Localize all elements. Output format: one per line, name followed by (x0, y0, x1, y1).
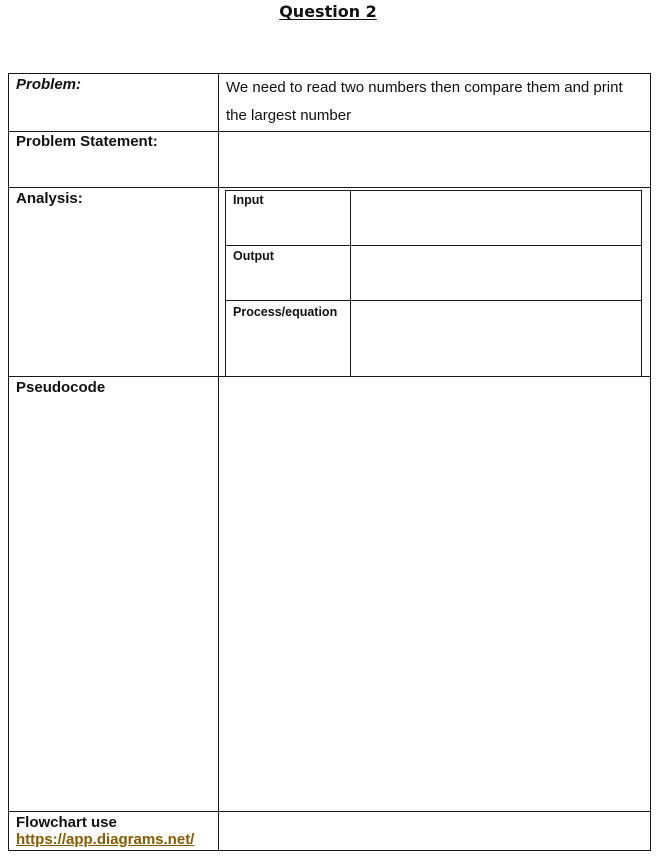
pseudocode-label: Pseudocode (16, 379, 106, 396)
analysis-process-field[interactable] (352, 302, 640, 375)
problem-label: Problem: (16, 76, 82, 93)
analysis-border-right (641, 190, 642, 377)
analysis-border-left (225, 190, 226, 377)
pseudocode-field[interactable] (220, 378, 649, 810)
problem-statement-field[interactable] (220, 133, 649, 186)
analysis-output-label: Output (233, 249, 274, 263)
table-border-left (8, 73, 9, 851)
table-border-right (650, 73, 651, 851)
analysis-input-field[interactable] (352, 192, 640, 244)
analysis-process-label: Process/equation (233, 305, 338, 319)
table-border-bottom (8, 850, 651, 851)
problem-text: We need to read two numbers then compare them and print the largest number (226, 79, 623, 124)
row-divider-pseudocode (8, 811, 651, 812)
analysis-input-label: Input (233, 193, 264, 207)
row-divider-statement (8, 187, 651, 188)
flowchart-label: Flowchart use (16, 814, 117, 831)
analysis-border-top (225, 190, 642, 191)
column-divider (218, 73, 219, 851)
analysis-output-field[interactable] (352, 247, 640, 299)
row-divider-analysis (8, 376, 651, 377)
analysis-label: Analysis: (16, 190, 83, 207)
row-divider-problem (8, 131, 651, 132)
analysis-divider-output (225, 300, 642, 301)
analysis-column-divider (350, 190, 351, 377)
problem-statement-label: Problem Statement: (16, 133, 158, 150)
analysis-divider-input (225, 245, 642, 246)
flowchart-field[interactable] (220, 813, 649, 849)
page-title: Question 2 (279, 2, 377, 21)
flowchart-link[interactable]: https://app.diagrams.net/ (16, 831, 195, 848)
